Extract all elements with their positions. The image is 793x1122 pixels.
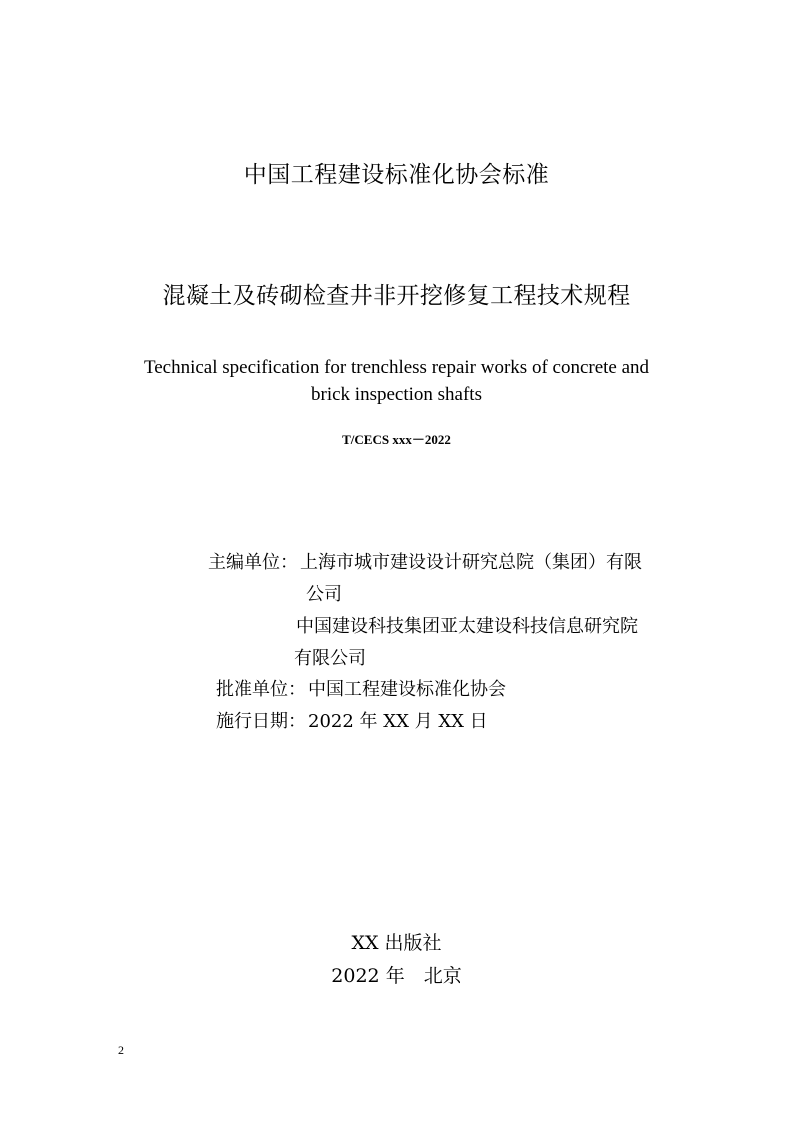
chief-editor-org-1-line1: 上海市城市建设设计研究总院（集团）有限 [300, 552, 642, 573]
standard-title-english-line1: Technical specification for trenchless repair works of concrete and [143, 357, 650, 378]
chief-editor-org-2-line1: 中国建设科技集团亚太建设科技信息研究院 [296, 616, 638, 637]
issuing-society-title: 中国工程建设标准化协会标准 [243, 162, 550, 188]
approval-label: 批准单位： [216, 679, 306, 700]
publication-year-place: 2022 年 北京 [331, 965, 462, 987]
approval-org: 中国工程建设标准化协会 [308, 679, 506, 700]
chief-editor-org-1-line2: 公司 [306, 584, 342, 605]
standard-title-chinese: 混凝土及砖砌检查井非开挖修复工程技术规程 [162, 283, 631, 309]
effective-date: 2022 年 XX 月 XX 日 [308, 711, 488, 732]
standard-code: T/CECS xxx－2022 [342, 432, 451, 447]
page-number: 2 [118, 1043, 124, 1057]
effective-date-label: 施行日期： [216, 711, 306, 732]
standard-title-english-line2: brick inspection shafts [311, 384, 482, 405]
chief-editor-label: 主编单位： [208, 552, 298, 573]
publisher-name: XX 出版社 [351, 932, 442, 954]
chief-editor-org-2-line2: 有限公司 [294, 648, 366, 669]
